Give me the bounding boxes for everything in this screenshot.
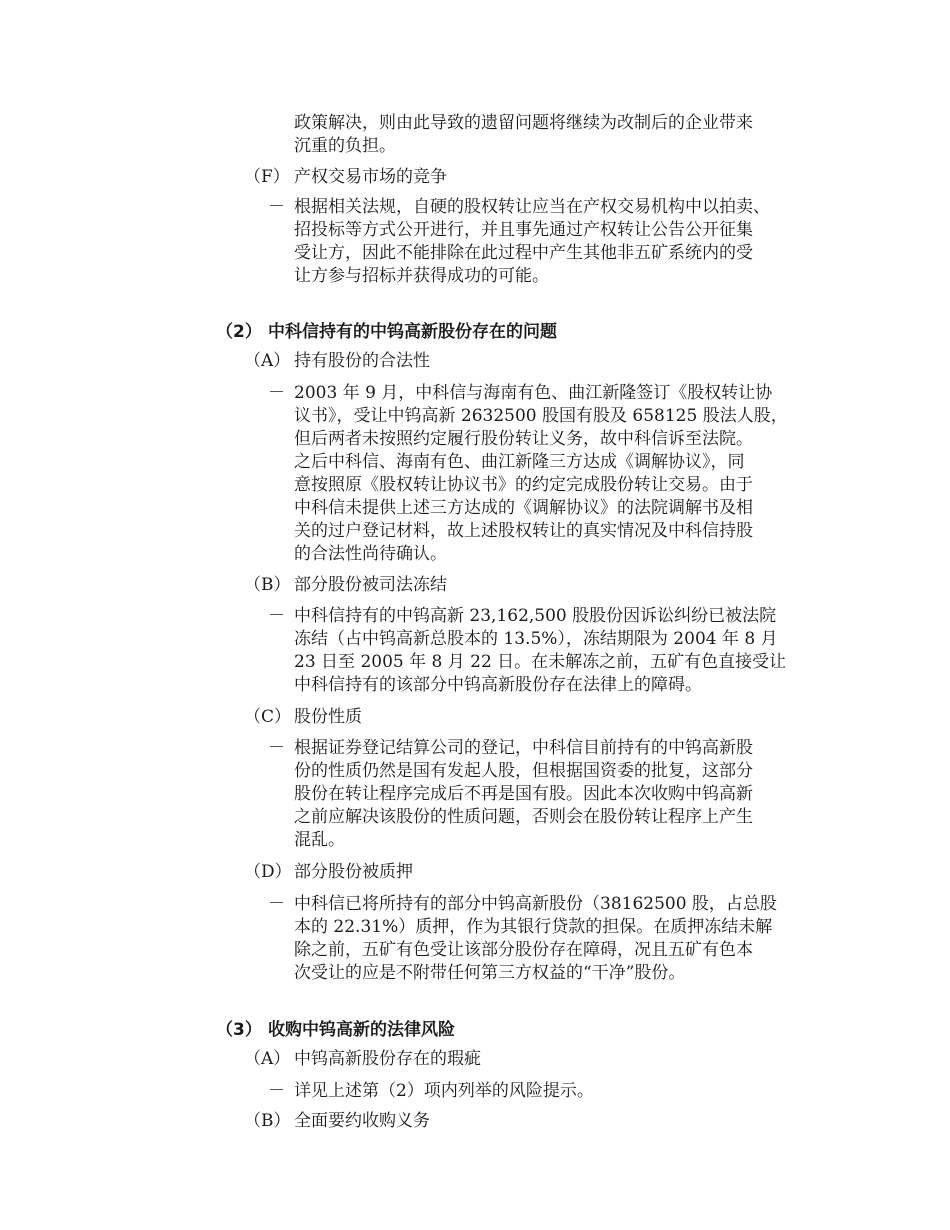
section-title-3: 收购中钨高新的法律风险 bbox=[268, 1020, 455, 1040]
item-marker-f: （F） bbox=[244, 167, 290, 187]
item-title-d: 部分股份被质押 bbox=[294, 862, 413, 882]
dash-bullet: － bbox=[268, 738, 285, 758]
item-title-c: 股份性质 bbox=[294, 707, 362, 727]
paragraph-line: 中科信未提供上述三方达成的《调解协议》的法院调解书及相 bbox=[294, 498, 753, 518]
paragraph-line: 的合法性尚待确认。 bbox=[294, 544, 447, 564]
dash-bullet: － bbox=[268, 197, 285, 217]
item-marker-b: （B） bbox=[244, 1111, 291, 1131]
paragraph-line: 混乱。 bbox=[294, 830, 345, 850]
paragraph-line: 受让方，因此不能排除在此过程中产生其他非五矿系统内的受 bbox=[294, 243, 753, 263]
dash-bullet: － bbox=[268, 894, 285, 914]
item-title-b: 部分股份被司法冻结 bbox=[294, 575, 447, 595]
dash-bullet: － bbox=[268, 606, 285, 626]
paragraph-line: 股份在转让程序完成后不再是国有股。因此本次收购中钨高新 bbox=[294, 784, 753, 804]
paragraph-line: 中科信已将所持有的部分中钨高新股份（38162500 股，占总股 bbox=[294, 894, 777, 914]
paragraph-line: 根据证券登记结算公司的登记，中科信目前持有的中钨高新股 bbox=[294, 738, 753, 758]
paragraph-line: 招投标等方式公开进行，并且事先通过产权转让公告公开征集 bbox=[294, 220, 753, 240]
paragraph-line: 除之前，五矿有色受让该部分股份存在障碍，况且五矿有色本 bbox=[294, 940, 753, 960]
paragraph-line: 冻结（占中钨高新总股本的 13.5%），冻结期限为 2004 年 8 月 bbox=[294, 629, 778, 649]
paragraph-line: 详见上述第（2）项内列举的风险提示。 bbox=[294, 1081, 594, 1101]
paragraph-line: 之后中科信、海南有色、曲江新隆三方达成《调解协议》，同 bbox=[294, 452, 745, 472]
section-title-2: 中科信持有的中钨高新股份存在的问题 bbox=[268, 322, 557, 342]
paragraph-line: 2003 年 9 月，中科信与海南有色、曲江新隆签订《股权转让协 bbox=[294, 383, 773, 403]
item-marker-a: （A） bbox=[244, 1049, 291, 1069]
item-marker-c: （C） bbox=[244, 707, 292, 727]
paragraph-line: 让方参与招标并获得成功的可能。 bbox=[294, 266, 549, 286]
paragraph-line: 政策解决，则由此导致的遗留问题将继续为改制后的企业带来 bbox=[294, 113, 753, 133]
section-marker-2: （2） bbox=[216, 322, 262, 342]
paragraph-line: 中科信持有的中钨高新 23,162,500 股股份因诉讼纠纷已被法院 bbox=[294, 606, 777, 626]
paragraph-line: 之前应解决该股份的性质问题，否则会在股份转让程序上产生 bbox=[294, 807, 753, 827]
paragraph-line: 意按照原《股权转让协议书》的约定完成股份转让交易。由于 bbox=[294, 475, 753, 495]
item-marker-a: （A） bbox=[244, 351, 291, 371]
paragraph-line: 关的过户登记材料，故上述股权转让的真实情况及中科信持股 bbox=[294, 521, 753, 541]
item-marker-b: （B） bbox=[244, 575, 291, 595]
item-title-a: 中钨高新股份存在的瑕疵 bbox=[294, 1049, 481, 1069]
paragraph-line: 沉重的负担。 bbox=[294, 136, 396, 156]
paragraph-line: 次受让的应是不附带任何第三方权益的“干净”股份。 bbox=[294, 963, 686, 983]
paragraph-line: 根据相关法规，自硬的股权转让应当在产权交易机构中以拍卖、 bbox=[294, 197, 770, 217]
dash-bullet: － bbox=[268, 383, 285, 403]
paragraph-line: 23 日至 2005 年 8 月 22 日。在未解冻之前，五矿有色直接受让 bbox=[294, 652, 787, 672]
paragraph-line: 但后两者未按照约定履行股份转让义务，故中科信诉至法院。 bbox=[294, 429, 753, 449]
section-marker-3: （3） bbox=[216, 1020, 262, 1040]
paragraph-line: 份的性质仍然是国有发起人股，但根据国资委的批复，这部分 bbox=[294, 761, 753, 781]
item-title-a: 持有股份的合法性 bbox=[294, 351, 430, 371]
dash-bullet: － bbox=[268, 1081, 285, 1101]
paragraph-line: 议书》，受让中钨高新 2632500 股国有股及 658125 股法人股， bbox=[294, 406, 788, 426]
paragraph-line: 中科信持有的该部分中钨高新股份存在法律上的障碍。 bbox=[294, 675, 702, 695]
item-title-b: 全面要约收购义务 bbox=[294, 1111, 430, 1131]
paragraph-line: 本的 22.31%）质押，作为其银行贷款的担保。在质押冻结未解 bbox=[294, 917, 773, 937]
item-title-f: 产权交易市场的竞争 bbox=[294, 167, 447, 187]
item-marker-d: （D） bbox=[244, 862, 292, 882]
